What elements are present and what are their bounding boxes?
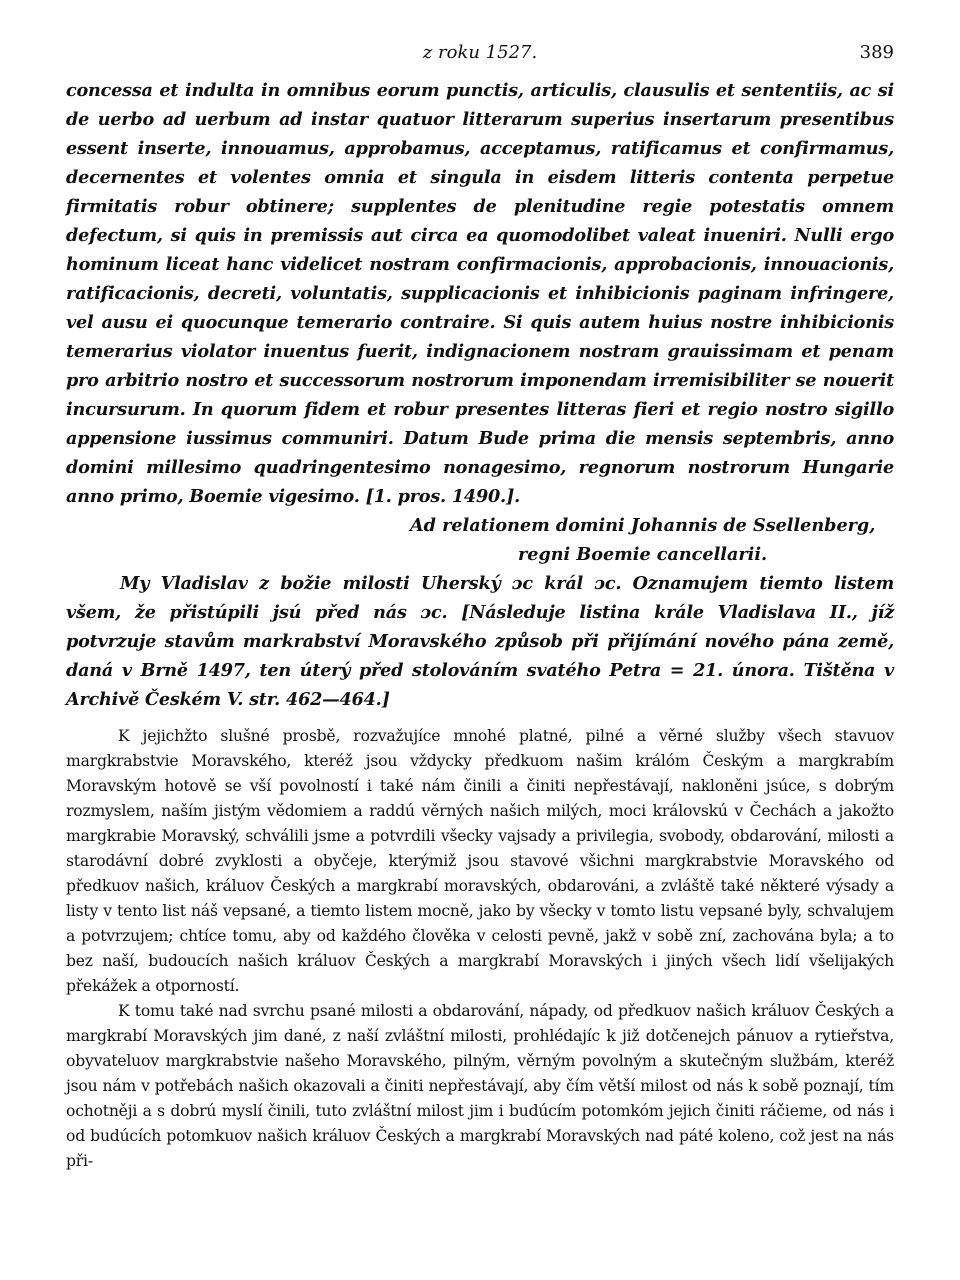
body-paragraph-1: K jejichžto slušné prosbě, rozvažujíce mnohé platné, pilné a věrné služby všech stavuov margkrabstvie Moravského, kteréž jsou vždycky předkuom našim králóm Českým a margkrabím Moravským hotově se vší povolností i také nám činili a činiti nepřestávají, nakloněni jsúce, s dobrým rozmyslem, naším jistým vědomiem a raddú věrných našich milých, moci královskú v Čechách a jakožto margkrabie Moravský, schválili jsme a potvrdili všecky vajsady a privilegia, svobody, obdarování, milosti a starodávní dobré zvyklosti a obyčeje, kterýmiž jsou stavové všichni margkrabstvie Moravského od předkuov našich, králuov Českých a margkrabí moravských, obdarováni, a zvláště také některé výsady a listy v tento list náš vepsané, a tiemto listem mocně, jako by všecky v tomto listu vepsané byly, schvalujem a potvrzujem; chtíce tomu, aby od každého člověka v celosti pevně, jakž v sobě zní, zachována byla; a to bez naší, budoucích našich králuov Českých a margkrabí Moravských i jiných všech lidí všelijakých překážek a otporností. (66, 727, 894, 995)
page-number: 389 (859, 42, 894, 63)
signature-line-1: Ad relationem domini Johannis de Ssellenberg, (410, 515, 876, 536)
czech-charter-intro: My Vladislav z božie milosti Uherský ɔc král ɔc. Oznamujem tiemto listem všem, že přistúpili jsú před nás ɔc. [Následuje listina krále Vladislava II., jíž potvrzuje stavům markrabství Moravského způsob při přijímání nového pána země, daná v Brně 1497, ten úterý před stolováním svatého Petra = 21. února. Tištěna v Archivě Českém V. str. 462—464.] (66, 573, 894, 710)
latin-charter-text: concessa et indulta in omnibus eorum punctis, articulis, clausulis et sententiis, ac si de uerbo ad uerbum ad instar quatuor litterarum superius insertarum presentibus essent inserte, innouamus, approbamus, acceptamus, ratificamus et confirmamus, decernentes et volentes omnia et singula in eisdem litteris contenta perpetue firmitatis robur obtinere; supplentes de plenitudine regie potestatis omnem defectum, si quis in premissis aut circa ea quomodolibet valeat inueniri. Nulli ergo hominum liceat hanc videlicet nostram confirmacionis, approbacionis, innouacionis, ratificacionis, decreti, voluntatis, supplicacionis et inhibicionis paginam infringere, vel ausu ei quocunque temerario contraire. Si quis autem huius nostre inhibicionis temerarius violator inuentus fuerit, indignacionem nostram grauissimam et penam pro arbitrio nostro et successorum nostrorum imponendam irremisibiliter se nouerit incursurum. In quorum fidem et robur presentes litteras fieri et regio nostro sigillo appensione iussimus communiri. Datum Bude prima die mensis septembris, anno domini millesimo quadringentesimo nonagesimo, regnorum nostrorum Hungarie anno primo, Boemie vigesimo. [1. pros. 1490.]. (66, 80, 894, 507)
document-page (66, 42, 894, 1174)
body-paragraph-2: K tomu také nad svrchu psané milosti a obdarování, nápady, od předkuov našich králuov Českých a margkrabí Moravských jim dané, z naší zvláštní milosti, prohlédajíc k již dotčenejch pánuov a rytieřstva, obyvateluov margkrabstvie našeho Moravského, pilným, věrným povolným a skutečným službám, kteréž jsou nám v potřebách našich okazovali a činiti nepřestávají, aby čím větší milost od nás k sobě poznají, tím ochotněji a s dobrú myslí činili, tuto zvláštní milost jim i budúcím potomkóm jejich činiti ráčieme, od nás i od budúcích potomkuov našich králuov Českých a margkrabí Moravských nad páté koleno, což jest na nás při- (66, 1002, 894, 1170)
running-header (66, 42, 894, 76)
signature-line-2: regni Boemie cancellarii. (518, 544, 768, 565)
header-title: z roku 1527. (422, 42, 538, 63)
